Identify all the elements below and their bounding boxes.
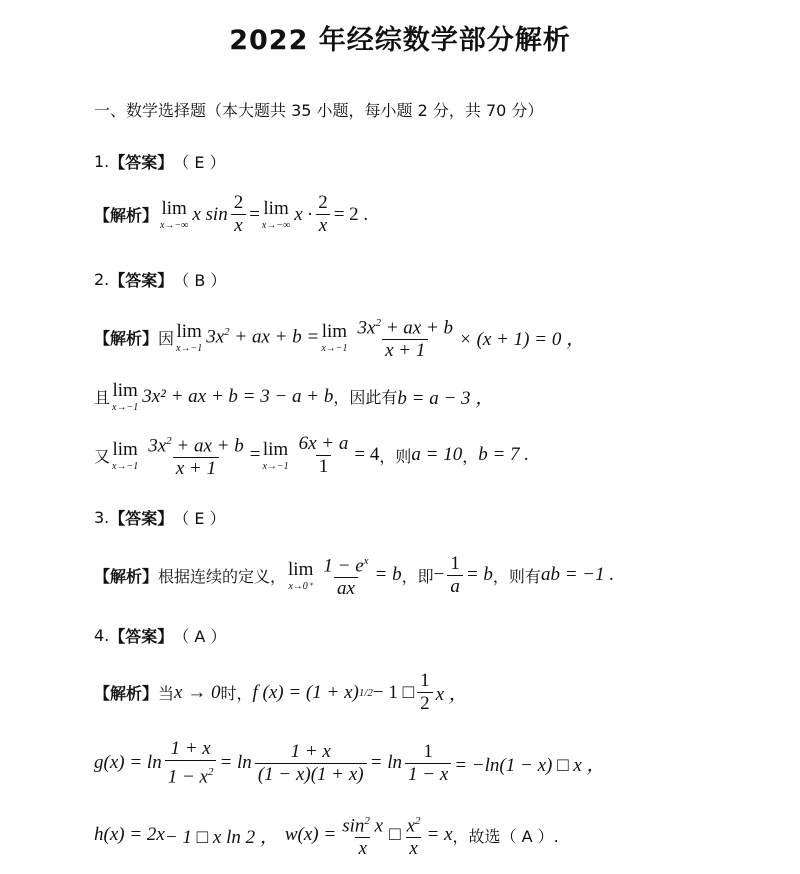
q1-answer: （ E ） <box>173 153 226 172</box>
page-title: 2022 年经综数学部分解析 <box>229 25 571 56</box>
q2-number: 2. <box>94 270 110 289</box>
limit-expression: lim x→−1 <box>112 438 139 472</box>
limit-expression: lim x→−1 <box>321 320 348 354</box>
q1-analysis-line: 【解析】 lim x→−∞ x sin $\frac{2}{x}$ = lim x→−∞ x · $\frac{2}{x}$ = 2 . <box>94 192 369 236</box>
q4-number: 4. <box>94 626 110 645</box>
answer-label: 【答案】 <box>109 153 174 172</box>
answer-label: 【答案】 <box>109 509 174 528</box>
fraction: $\frac{1 - e^x}{ax}$ <box>323 555 369 600</box>
limit-expression: lim x→−∞ <box>261 198 291 231</box>
section-heading: 一、数学选择题（本大题共 35 小题，每小题 2 分，共 70 分） <box>94 101 544 120</box>
fraction: $\frac{6x + a}{1}$ <box>298 432 349 477</box>
fraction: $\frac{3x^2 + ax + b}{x + 1}$ <box>148 435 244 480</box>
q4-answer: （ A ） <box>173 627 227 646</box>
q3-analysis-line: 【解析】 根据连续的定义， lim x→0⁺ $\frac{1 - e^x}{ax}$ = b ，即 − $\frac{1}{a}$ = b ，则有 ab = −1 . <box>94 550 614 600</box>
q2-analysis-line1: 【解析】 因 lim x→−1 $3x^2$ + ax + b = lim x→−1 $\frac{3x^2 + ax + b}{x + 1}$ × (x + 1) = 0 ， <box>94 312 585 362</box>
fraction: $\frac{1}{2}$ <box>417 670 433 715</box>
fraction: $\frac{x^2}{x}$ <box>406 815 421 860</box>
answer-label: 【答案】 <box>109 627 174 646</box>
q2-analysis-line3: 又 lim x→−1 $\frac{3x^2 + ax + b}{x + 1}$ = lim x→−1 $\frac{6x + a}{1}$ = 4 ，则 a = 10 ， b = 7 . <box>94 430 529 480</box>
limit-expression: lim x→−1 <box>262 438 289 472</box>
limit-expression: lim x→−∞ <box>160 198 189 231</box>
fraction: $\frac{2}{x}$ <box>231 192 247 237</box>
answer-label: 【答案】 <box>109 271 174 290</box>
fraction: $\frac{1 + x}{1 - x^2}$ <box>165 738 217 788</box>
q3-answer-line <box>94 506 226 529</box>
limit-expression: lim x→−1 <box>176 320 203 354</box>
limit-expression: lim x→−1 <box>112 380 139 413</box>
q1-answer-line <box>94 150 226 173</box>
fraction: $\frac{\sin^2 x}{x}$ <box>342 815 384 860</box>
q4-analysis-line2: g(x) = ln $\frac{1 + x}{1 - x^2}$ = ln $\frac{1 + x}{(1 - x)(1 + x)}$ = ln $\frac{1}{1 - x}$ = −ln(1 − x) □ x ， <box>94 738 606 788</box>
q3-number: 3. <box>94 508 110 527</box>
q4-answer-line <box>94 624 226 647</box>
q1-number: 1. <box>94 152 110 171</box>
q4-analysis-line3: h(x) = 2 x − 1 □ x ln 2 ， w(x) = $\frac{\sin^2 x}{x}$ □ $\frac{x^2}{x}$ = x ，故选（ A ）. <box>94 810 559 860</box>
q4-analysis-line1: 【解析】 当 x → 0 时， f (x) = (1 + x) 1/2 − 1 □ $\frac{1}{2}$ x ， <box>94 670 468 714</box>
q2-analysis-line2: 且 lim x→−1 3x² + ax + b = 3 − a + b ，因此有 b = a − 3 ， <box>94 380 495 413</box>
fraction: $\frac{1}{1 - x}$ <box>405 741 451 786</box>
analysis-label: 【解析】 <box>94 684 159 703</box>
fraction: $\frac{3x^2 + ax + b}{x + 1}$ <box>357 317 454 362</box>
fraction: $\frac{2}{x}$ <box>315 192 331 237</box>
analysis-label: 【解析】 <box>94 206 159 225</box>
q2-answer: （ B ） <box>173 271 227 290</box>
limit-expression: lim x→0⁺ <box>288 558 314 592</box>
q3-answer: （ E ） <box>173 509 226 528</box>
q2-answer-line <box>94 268 226 291</box>
analysis-label: 【解析】 <box>94 566 159 586</box>
fraction: $\frac{1 + x}{(1 - x)(1 + x)}$ <box>255 741 367 786</box>
fraction: $\frac{1}{a}$ <box>447 553 463 598</box>
analysis-label: 【解析】 <box>94 328 159 348</box>
